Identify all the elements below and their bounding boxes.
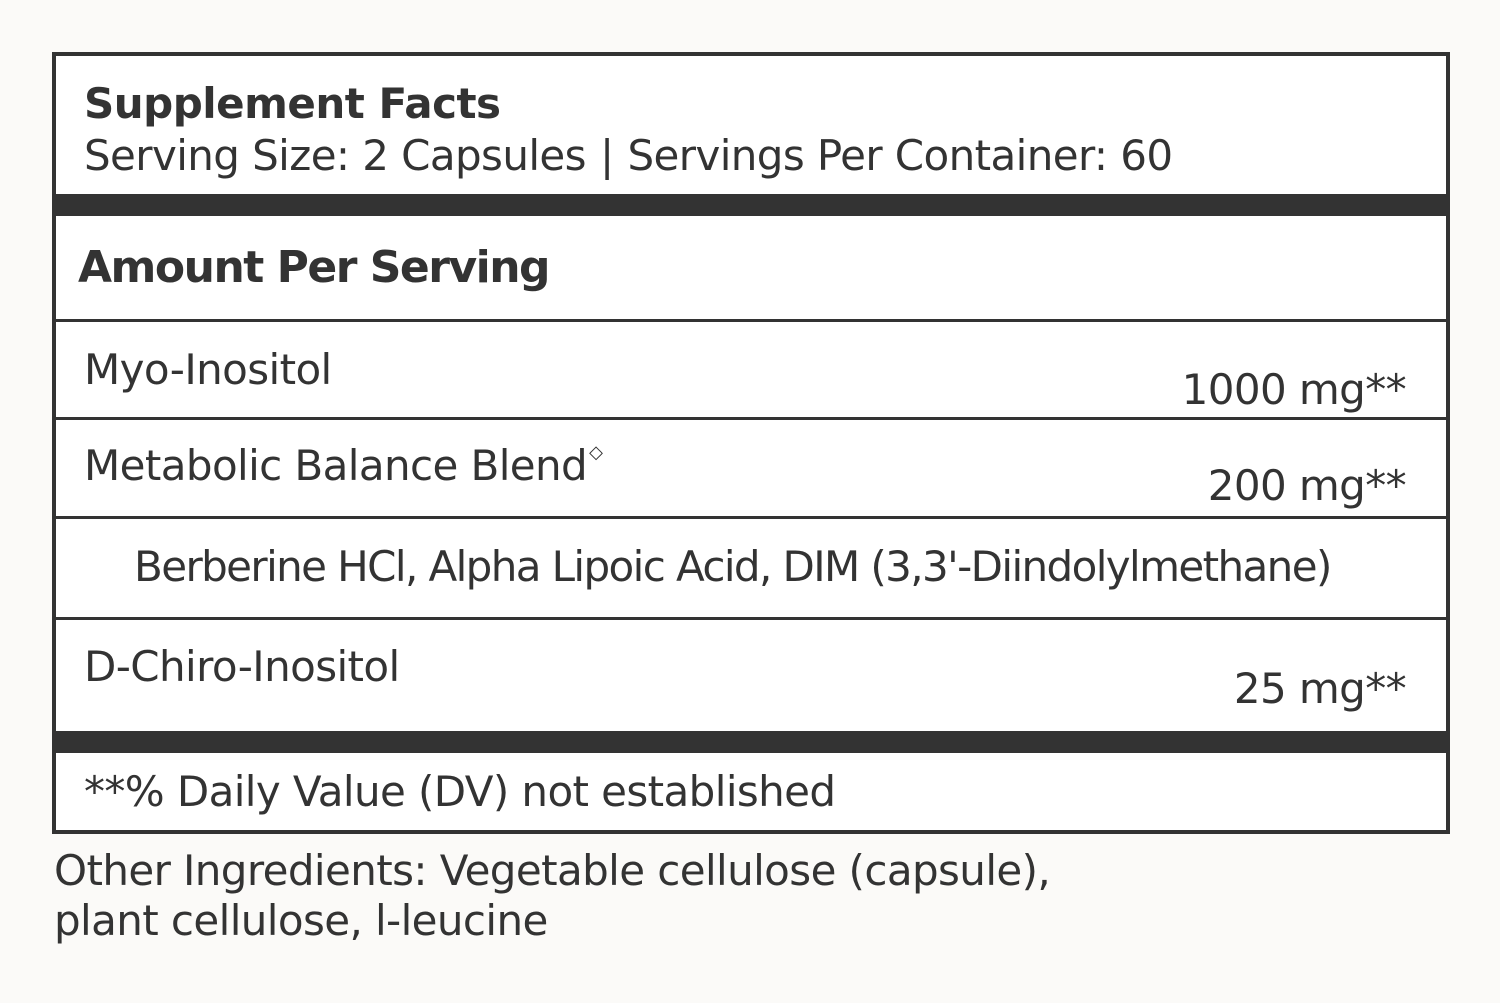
blend-components: Berberine HCl, Alpha Lipoic Acid, DIM (3,3'-Diindolylmethane): [134, 542, 1331, 591]
serving-separator: |: [599, 131, 614, 180]
thick-divider-bottom: [56, 731, 1446, 753]
row-divider: [56, 417, 1446, 420]
other-ingredients-line-2: plant cellulose, l-leucine: [54, 896, 548, 945]
facts-title: Supplement Facts: [84, 79, 501, 128]
ingredient-amount-myo-inositol: 1000 mg**: [1181, 365, 1406, 414]
row-divider: [56, 617, 1446, 620]
thick-divider-top: [56, 194, 1446, 216]
amount-per-serving-header: Amount Per Serving: [78, 242, 550, 293]
ingredient-name-myo-inositol: Myo-Inositol: [84, 345, 332, 394]
row-divider: [56, 319, 1446, 322]
other-ingredients: [54, 846, 1050, 946]
supplement-facts-panel: [52, 52, 1450, 834]
daily-value-footnote: **% Daily Value (DV) not established: [84, 767, 836, 816]
ingredient-name-metabolic-balance-blend: [84, 442, 602, 490]
proprietary-blend-symbol: ◇: [589, 442, 603, 463]
servings-per-container: Servings Per Container: 60: [627, 131, 1173, 180]
serving-info: [84, 132, 1172, 180]
ingredient-name-d-chiro-inositol: D-Chiro-Inositol: [84, 642, 400, 691]
ingredient-amount-d-chiro-inositol: 25 mg**: [1233, 664, 1406, 713]
other-ingredients-line-1: Other Ingredients: Vegetable cellulose (capsule),: [54, 846, 1051, 895]
ingredient-amount-metabolic-balance-blend: 200 mg**: [1207, 461, 1406, 510]
facts-header: [56, 56, 1446, 194]
row-divider: [56, 516, 1446, 519]
blend-name: Metabolic Balance Blend: [84, 441, 588, 490]
serving-size: Serving Size: 2 Capsules: [84, 131, 586, 180]
